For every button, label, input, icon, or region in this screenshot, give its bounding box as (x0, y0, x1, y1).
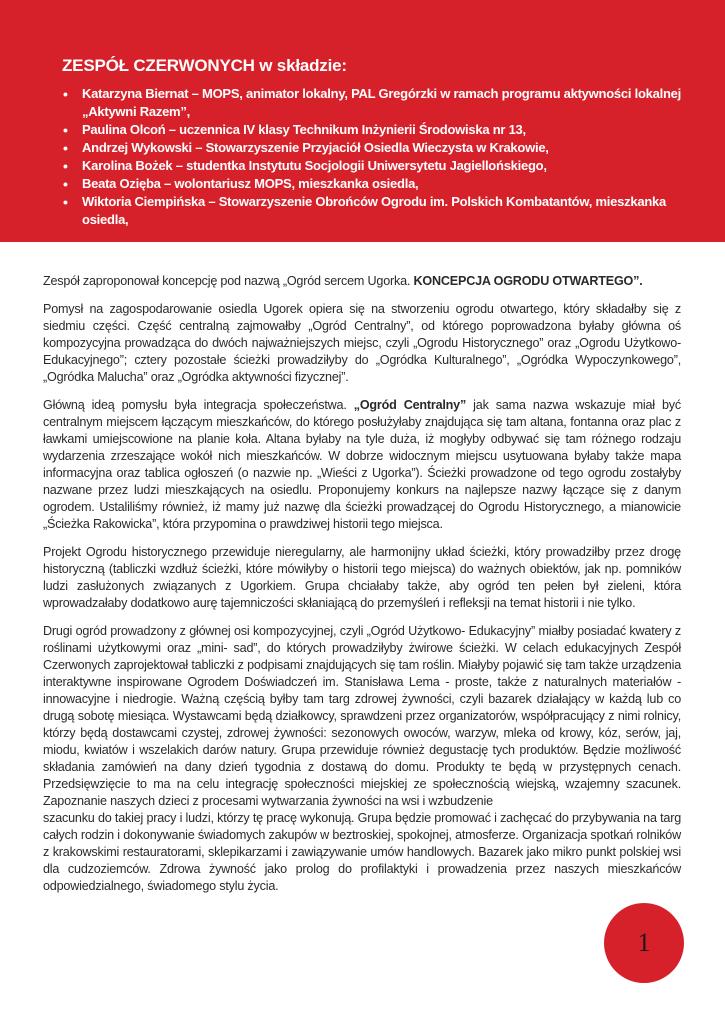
intro-text: Zespół zaproponował koncepcję pod nazwą „Ogród sercem Ugorka. (43, 274, 414, 288)
team-member-item: • Wiktoria Ciempińska – Stowarzyszenie Obrońców Ogrodu im. Polskich Kombatantów, mieszkanka osiedla, (62, 193, 685, 229)
team-member-list (62, 85, 685, 229)
team-banner (0, 0, 725, 242)
team-member-item: • Andrzej Wykowski – Stowarzyszenie Przyjaciół Osiedla Wieczysta w Krakowie, (62, 139, 685, 157)
document-body (43, 273, 681, 906)
intro-paragraph (43, 273, 681, 290)
concept-name: KONCEPCJA OGRODU OTWARTEGO”. (413, 274, 643, 288)
utility-garden-paragraph-continued: szacunku do takiej pracy i ludzi, którzy tę pracę wykonują. Grupa będzie promować i zachęcać do przybywania na targ całych rodzin i dokonywanie świadomych zakupów w beztroskiej, spokojnej, atmosferze. Organizacja spotkań rolników z krakowskimi restauratorami, sklepikarzami i zawiązywanie umów handlowych. Bazarek jako mikro punkt polskiej wsi dla cudzoziemców. Zdrowa żywność jako prolog do profilaktyki i prowadzenia przez naszych mieszkańców odpowiedzialnego, świadomego stylu życia. (43, 811, 681, 893)
central-garden-lead: Główną ideą pomysłu była integracja społeczeństwa. (43, 398, 354, 412)
central-garden-text: jak sama nazwa wskazuje miał być centralnym miejscem łączącym mieszkańców, do którego posłużyłaby znajdująca się tam altana, fontanna oraz plac z ławkami umiejscowione na planie koła. Altana byłaby na tyle duża, iż mogłyby odbywać się tam różnego rodzaju wydarzenia zrzeszające wokół nich mieszkańców. W dobrze widocznym miejscu usytuowana byłaby także mapa informacyjna oraz tablica ogłoszeń (o nazwie np. „Wieści z Ugorka”). Ścieżki prowadzone od tego ogrodu zostałyby nazwane przez ludzi mieszkających na osiedlu. Proponujemy konkurs na najlepsze nazwy łączące się z danym ogrodem. Ustaliliśmy również, iż mamy już nazwę dla ścieżki prowadzącej do Ogrodu Historycznego, a mianowicie „Ścieżka Rakowicka”, która przypomina o prawdziwej historii tego miejsca. (43, 398, 681, 531)
layout-paragraph: Pomysł na zagospodarowanie osiedla Ugorek opiera się na stworzeniu ogrodu otwartego, który składałby się z siedmiu części. Część centralną zajmowałby „Ogród Centralny”, od którego poprowadzona byłaby główna oś kompozycyjna prowadząca do dwóch najważniejszych miejsc, czyli „Ogrodu Historycznego” oraz „Ogrodu Użytkowo-Edukacyjnego”; cztery pozostałe ścieżki prowadziłyby do „Ogródka Kulturalnego”, „Ogródka Wypoczynkowego”, „Ogródka Malucha” oraz „Ogródka aktywności fizycznej”. (43, 302, 681, 384)
team-member-item: • Karolina Bożek – studentka Instytutu Socjologii Uniwersytetu Jagiellońskiego, (62, 157, 685, 175)
team-member-item: • Katarzyna Biernat – MOPS, animator lokalny, PAL Gregórzki w ramach programu aktywności lokalnej „Aktywni Razem”, (62, 85, 685, 121)
page-number-badge: 1 (604, 903, 684, 983)
team-title: ZESPÓŁ CZERWONYCH w składzie: (62, 56, 347, 75)
team-member-item: • Beata Ozięba – wolontariusz MOPS, mieszkanka osiedla, (62, 175, 685, 193)
utility-garden-paragraph: Drugi ogród prowadzony z głównej osi kompozycyjnej, czyli „Ogród Użytkowo- Edukacyjny” miałby posiadać kwatery z roślinami użytkowymi oraz „mini- sad”, do których prowadziłyby żwirowe ścieżki. W celach edukacyjnych Zespół Czerwonych zaprojektował tabliczki z podpisami znajdujących się tam roślin. Miałyby pojawić się tam także urządzenia interaktywne inspirowane Ogrodem Doświadczeń im. Stanisława Lema - proste, także z naturalnych materiałów - innowacyjne i niedrogie. Ważną częścią byłby tam targ zdrowej żywności, czyli bazarek działający w każdą lub co drugą sobotę miesiąca. Wystawcami będą działkowcy, sprawdzeni przez organizatorów, współpracujący z nimi rolnicy, którzy będą dostawcami czystej, zdrowej żywności: sezonowych owoców, warzyw, mleka od krowy, kóz, serów, jaj, miodu, kwiatów i wszelakich darów natury. Grupa przewiduje również degustację tych produktów. Będzie możliwość składania zamówień na dany dzień tygodnia z dostawą do domu. Produkty te będą w przystępnych cenach. Przedsięwzięcie to ma na celu integrację społeczności miejskiej ze społecznością wiejską, wzajemny szacunek. Zapoznanie naszych dzieci z procesami wytwarzania żywności na wsi i wzbudzenie (43, 624, 681, 808)
central-garden-name: „Ogród Centralny” (353, 398, 467, 412)
historical-garden-paragraph: Projekt Ogrodu historycznego przewiduje nieregularny, ale harmonijny układ ścieżki, który prowadziłby przez drogę historyczną (tabliczki wzdłuż ścieżki, które mówiłyby o historii tego miejsca) do ważnych obiektów, jak np. pomników ludzi zasłużonych związanych z Ugorkiem. Grupa chciałaby także, aby ogród ten pełen był zieleni, która wprowadzałaby dodatkowo aurę tajemniczości skłaniającą do przemyśleń i refleksji na temat historii i nie tylko. (43, 545, 681, 610)
team-member-item: • Paulina Olcoń – uczennica IV klasy Technikum Inżynierii Środowiska nr 13, (62, 121, 685, 139)
central-garden-paragraph (43, 397, 681, 533)
